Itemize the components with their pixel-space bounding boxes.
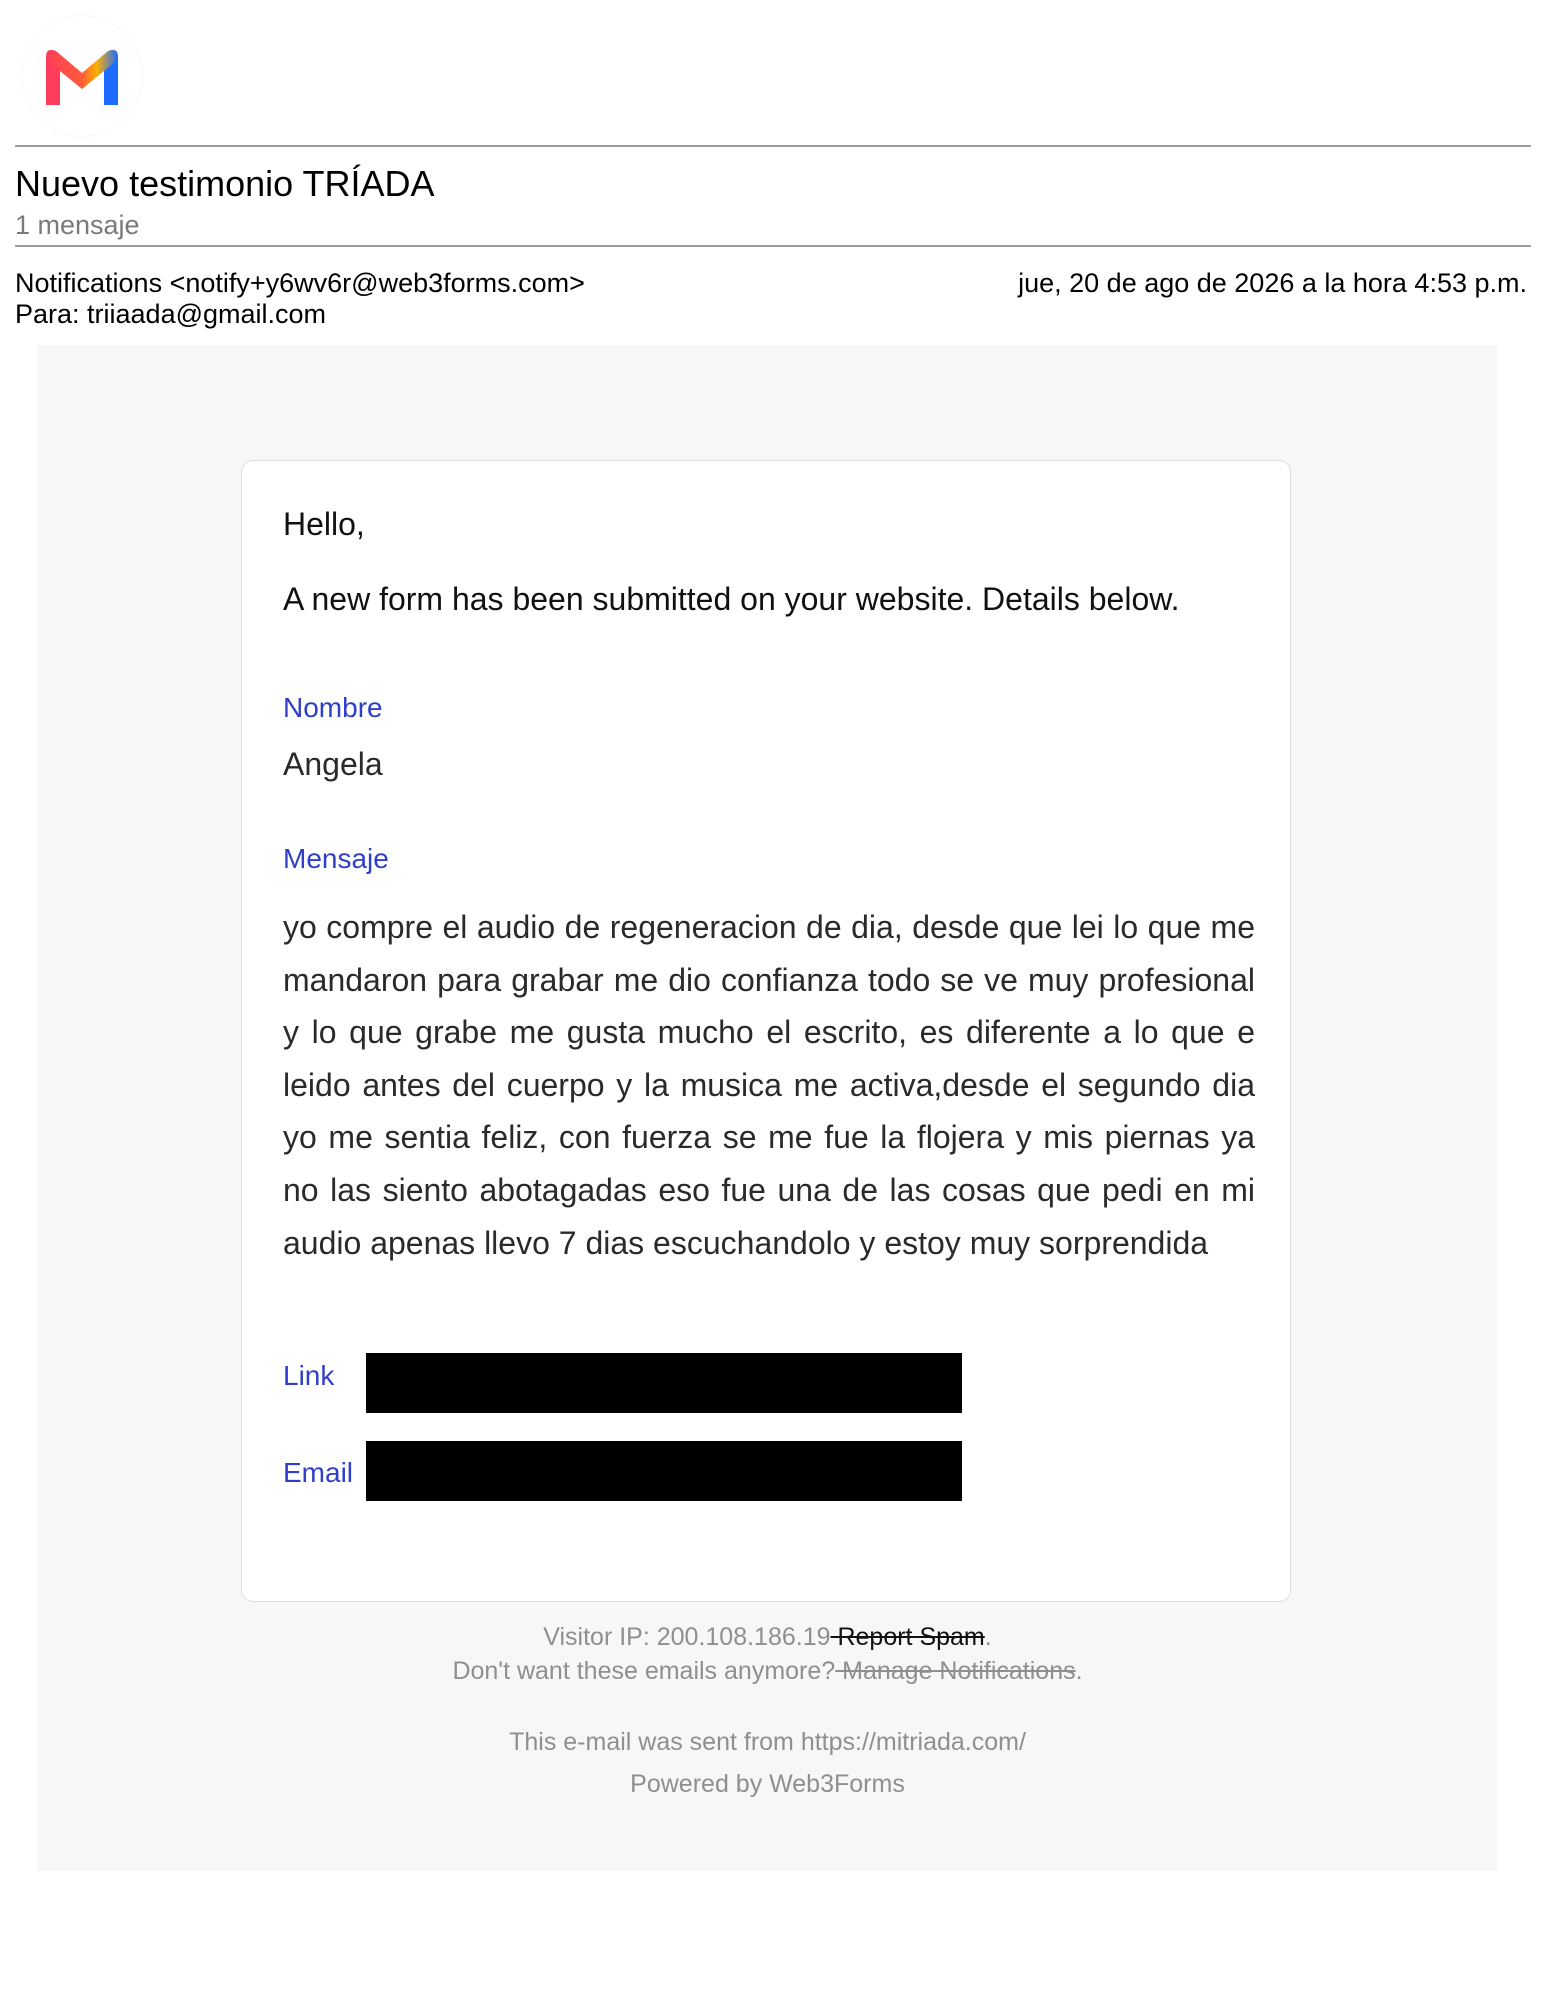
period: .: [984, 1623, 992, 1651]
email-redaction: [366, 1441, 962, 1501]
header-divider-bottom: [15, 245, 1531, 247]
nombre-value: Angela: [283, 746, 383, 782]
period-2: .: [1075, 1657, 1083, 1685]
unsubscribe-line: [38, 1657, 1497, 1686]
mensaje-label: Mensaje: [283, 843, 389, 874]
unsubscribe-text: Don't want these emails anymore?: [452, 1657, 836, 1685]
powered-by: Powered by Web3Forms: [630, 1770, 905, 1798]
intro-text: A new form has been submitted on your website. Details below.: [283, 581, 1180, 617]
email-body: [38, 345, 1497, 1871]
mensaje-value: yo compre el audio de regeneracion de dia, desde que lei lo que me mandaron para grabar me dio confianza todo se ve muy profesional y lo que grabe me gusta mucho el escrito, es diferente a lo que e leido antes del cuerpo y la musica me activa,desde el segundo dia yo me sentia feliz, con fuerza se me fue la flojera y mis piernas ya no las siento abotagadas eso fue una de las cosas que pedi en mi audio apenas llevo 7 dias escuchandolo y estoy muy sorprendida: [283, 909, 1255, 1261]
form-submission-card: [241, 460, 1291, 1602]
nombre-label: Nombre: [283, 692, 383, 723]
email-label: Email: [283, 1457, 354, 1488]
link-label: Link: [283, 1360, 335, 1391]
visitor-ip: Visitor IP: 200.108.186.19: [543, 1623, 831, 1651]
sender: Notifications <notify+y6wv6r@web3forms.com>: [15, 268, 585, 298]
visitor-ip-line: [38, 1623, 1497, 1652]
link-redaction: [366, 1353, 962, 1413]
sent-from: This e-mail was sent from https://mitriada.com/: [509, 1728, 1026, 1756]
manage-notifications-link[interactable]: Manage Notifications: [835, 1657, 1076, 1685]
gmail-logo-icon[interactable]: [22, 16, 142, 136]
greeting: Hello,: [283, 506, 365, 542]
header-divider-top: [15, 145, 1531, 147]
recipient: Para: triiaada@gmail.com: [15, 299, 327, 329]
message-count: 1 mensaje: [15, 210, 140, 240]
gmail-m-icon: [40, 43, 124, 109]
email-subject: Nuevo testimonio TRÍADA: [15, 163, 435, 204]
report-spam-link[interactable]: Report Spam: [830, 1623, 985, 1651]
sent-date: jue, 20 de ago de 2026 a la hora 4:53 p.m.: [1018, 268, 1527, 298]
